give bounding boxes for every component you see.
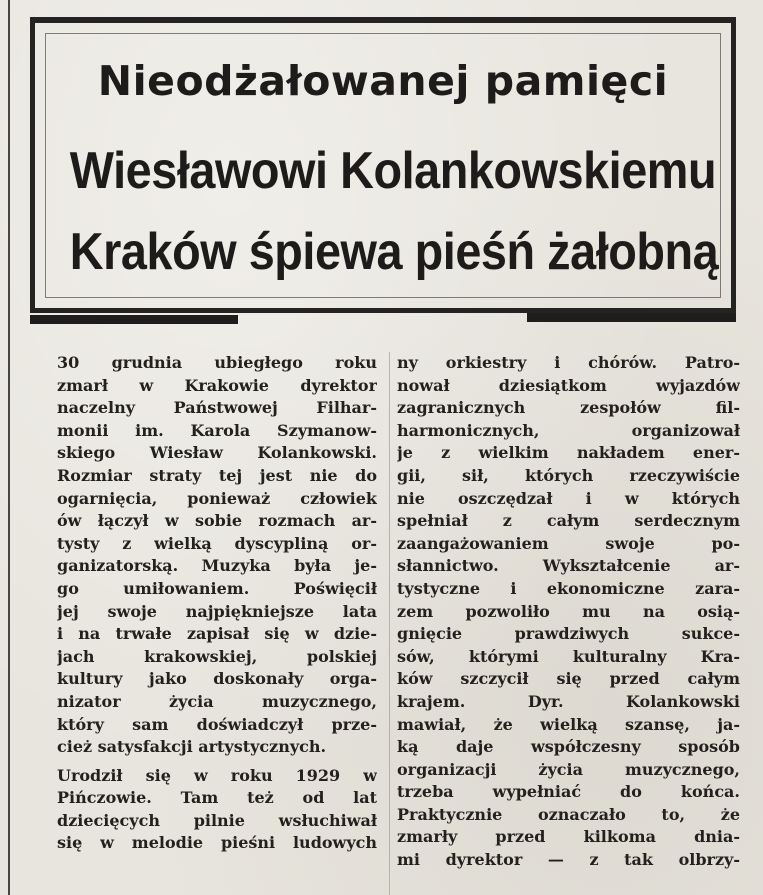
text-line: sów, którymi kulturalny Kra-	[397, 646, 740, 666]
text-line: ogarnięcia, ponieważ człowiek	[57, 488, 377, 508]
headline-line-3: Kraków śpiewa pieśń żałobną	[69, 223, 719, 281]
text-line: krajem. Dyr. Kolankowski	[397, 691, 740, 711]
headline-frame	[30, 17, 736, 313]
column-rule	[8, 0, 10, 895]
text-line: ków szczycił się przed całym	[397, 669, 740, 689]
article-column-left	[57, 352, 377, 855]
text-line: nie oszczędzał i w których	[397, 488, 740, 508]
article-column-right	[397, 352, 740, 872]
text-line: organizacji życia muzycznego,	[397, 759, 740, 779]
text-line: dziecięcych pilnie wsłuchiwał	[57, 810, 377, 830]
text-line: ów łączył w sobie rozmach ar-	[57, 511, 377, 531]
text-line: go umiłowaniem. Poświęcił	[57, 578, 377, 598]
text-line: mi dyrektor — z tak olbrzy-	[397, 850, 740, 870]
column-divider	[389, 352, 390, 895]
text-line: gnięcie prawdziwych sukce-	[397, 624, 740, 644]
text-line: zaangażowaniem swoje po-	[397, 533, 740, 553]
text-line: Urodził się w roku 1929 w	[57, 765, 377, 785]
text-line: cież satysfakcji artystycznych.	[57, 737, 327, 757]
headline-line-1: Nieodżałowanej pamięci	[97, 57, 669, 105]
text-line: Rozmiar straty tej jest nie do	[57, 465, 377, 485]
text-line: zagranicznych zespołów fil-	[397, 398, 740, 418]
text-line: nował dziesiątkom wyjazdów	[397, 375, 740, 395]
text-line: kultury jako doskonały orga-	[57, 669, 377, 689]
text-line: ny orkiestry i chórów. Patro-	[397, 353, 740, 372]
text-line: skiego Wiesław Kolankowski.	[57, 443, 377, 463]
text-line: się w melodie pieśni ludowych	[57, 833, 377, 853]
headline-line-2: Wiesławowi Kolankowskiemu	[69, 142, 717, 200]
text-line: słannictwo. Wykształcenie ar-	[397, 556, 740, 576]
text-line: który sam doświadczył prze-	[57, 714, 377, 734]
text-line: nizator życia muzycznego,	[57, 691, 377, 711]
text-line: gii, sił, których rzeczywiście	[397, 465, 740, 485]
separator-bar-left	[30, 315, 238, 324]
text-line: harmonicznych, organizował	[397, 420, 740, 440]
text-line: ganizatorską. Muzyka była je-	[57, 556, 377, 576]
text-line: jach krakowskiej, polskiej	[57, 646, 377, 666]
text-line: 30 grudnia ubiegłego roku	[57, 353, 377, 372]
text-line: monii im. Karola Szymanow-	[57, 420, 377, 440]
text-line: tystyczne i ekonomiczne zara-	[397, 578, 740, 598]
text-line: Praktycznie oznaczało to, że	[397, 804, 740, 824]
text-line: Pińczowie. Tam też od lat	[57, 788, 377, 808]
text-line: zmarły przed kilkoma dnia-	[397, 827, 740, 847]
text-line: ką daje współczesny sposób	[397, 737, 740, 757]
text-line: i na trwałe zapisał się w dzie-	[57, 624, 377, 644]
separator-bar-right	[527, 313, 736, 322]
text-line: tysty z wielką dyscypliną or-	[57, 533, 377, 553]
text-line: naczelny Państwowej Filhar-	[57, 398, 377, 418]
text-line: je z wielkim nakładem ener-	[397, 443, 740, 463]
text-line: trzeba wypełniać do końca.	[397, 782, 740, 802]
text-line: zem pozwoliło mu na osią-	[397, 601, 740, 621]
text-line: zmarł w Krakowie dyrektor	[57, 375, 377, 395]
text-line: jej swoje najpiękniejsze lata	[57, 601, 377, 621]
text-line: spełniał z całym serdecznym	[397, 511, 740, 531]
text-line: mawiał, że wielką szansę, ja-	[397, 714, 740, 734]
